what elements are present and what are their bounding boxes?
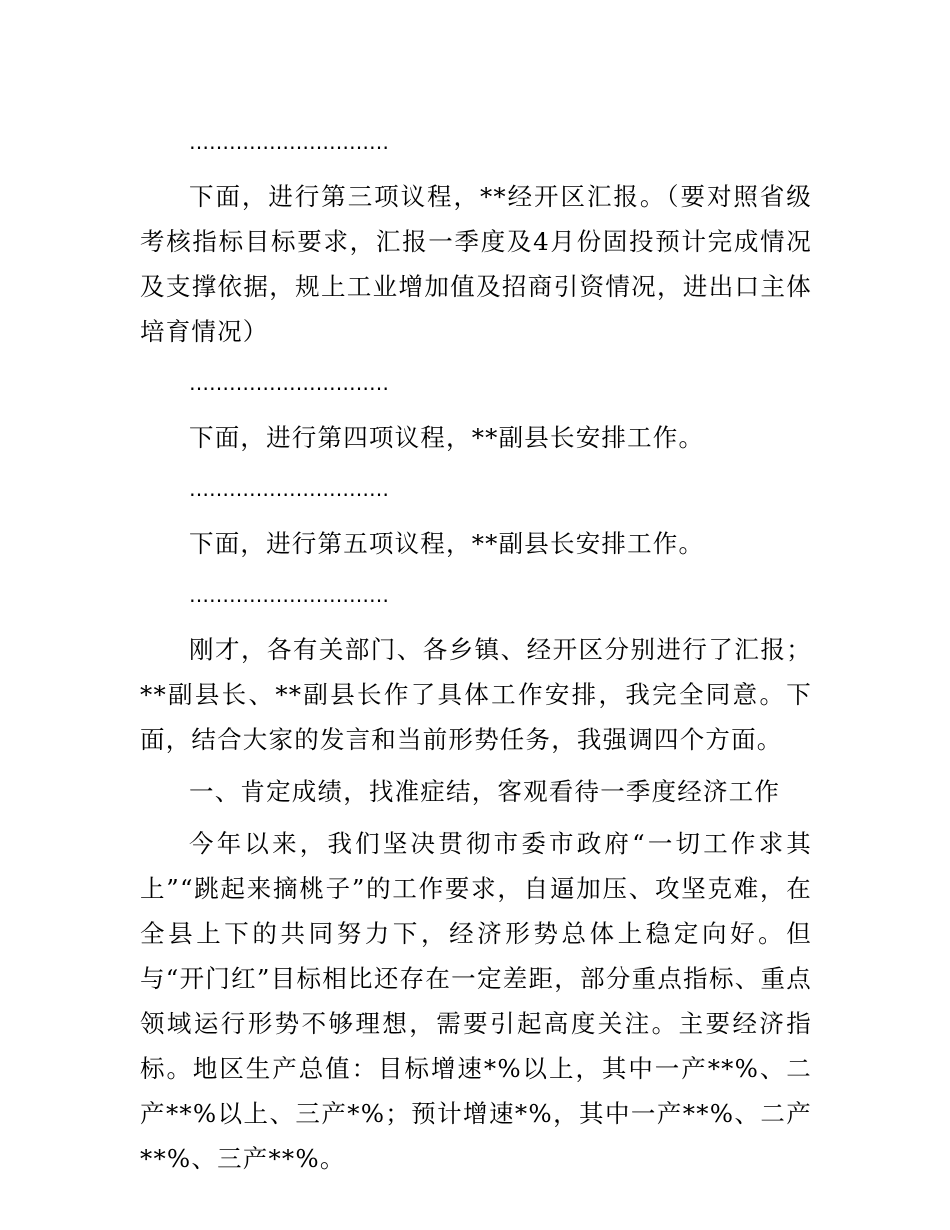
ellipsis-separator: ………………………… [189, 130, 389, 154]
ellipsis-separator: ………………………… [189, 583, 389, 607]
paragraph-agenda-five: 下面，进行第五项议程，**副县长安排工作。 [189, 529, 705, 558]
paragraph-agenda-three: 下面，进行第三项议程，**经开区汇报。（要对照省级考核指标目标要求，汇报一季度及4月份固投预计完成情况及支撑依据，规上工业增加值及招商引资情况，进出口主体培育情况） [140, 182, 812, 346]
paragraph-agenda-four: 下面，进行第四项议程，**副县长安排工作。 [189, 423, 705, 452]
paragraph-economic-situation: 今年以来，我们坚决贯彻市委市政府“一切工作求其上”“跳起来摘桃子”的工作要求，自逼加压、攻坚克难，在全县上下的共同努力下，经济形势总体上稳定向好。但与“开门红”目标相比还存在一定差距，部分重点指标、重点领域运行形势不够理想，需要引起高度关注。主要经济指标。地区生产总值：目标增速*%以上，其中一产**%、二产**%以上、三产*%；预计增速*%，其中一产**%、二产**%、三产**%。 [140, 829, 812, 1173]
ellipsis-separator: ………………………… [189, 371, 389, 395]
ellipsis-separator: ………………………… [189, 477, 389, 501]
document-page [140, 120, 812, 1181]
paragraph-summary: 刚才，各有关部门、各乡镇、经开区分别进行了汇报；**副县长、**副县长作了具体工作安排，我完全同意。下面，结合大家的发言和当前形势任务，我强调四个方面。 [140, 635, 812, 754]
section-heading-one: 一、肯定成绩，找准症结，客观看待一季度经济工作 [189, 777, 781, 806]
